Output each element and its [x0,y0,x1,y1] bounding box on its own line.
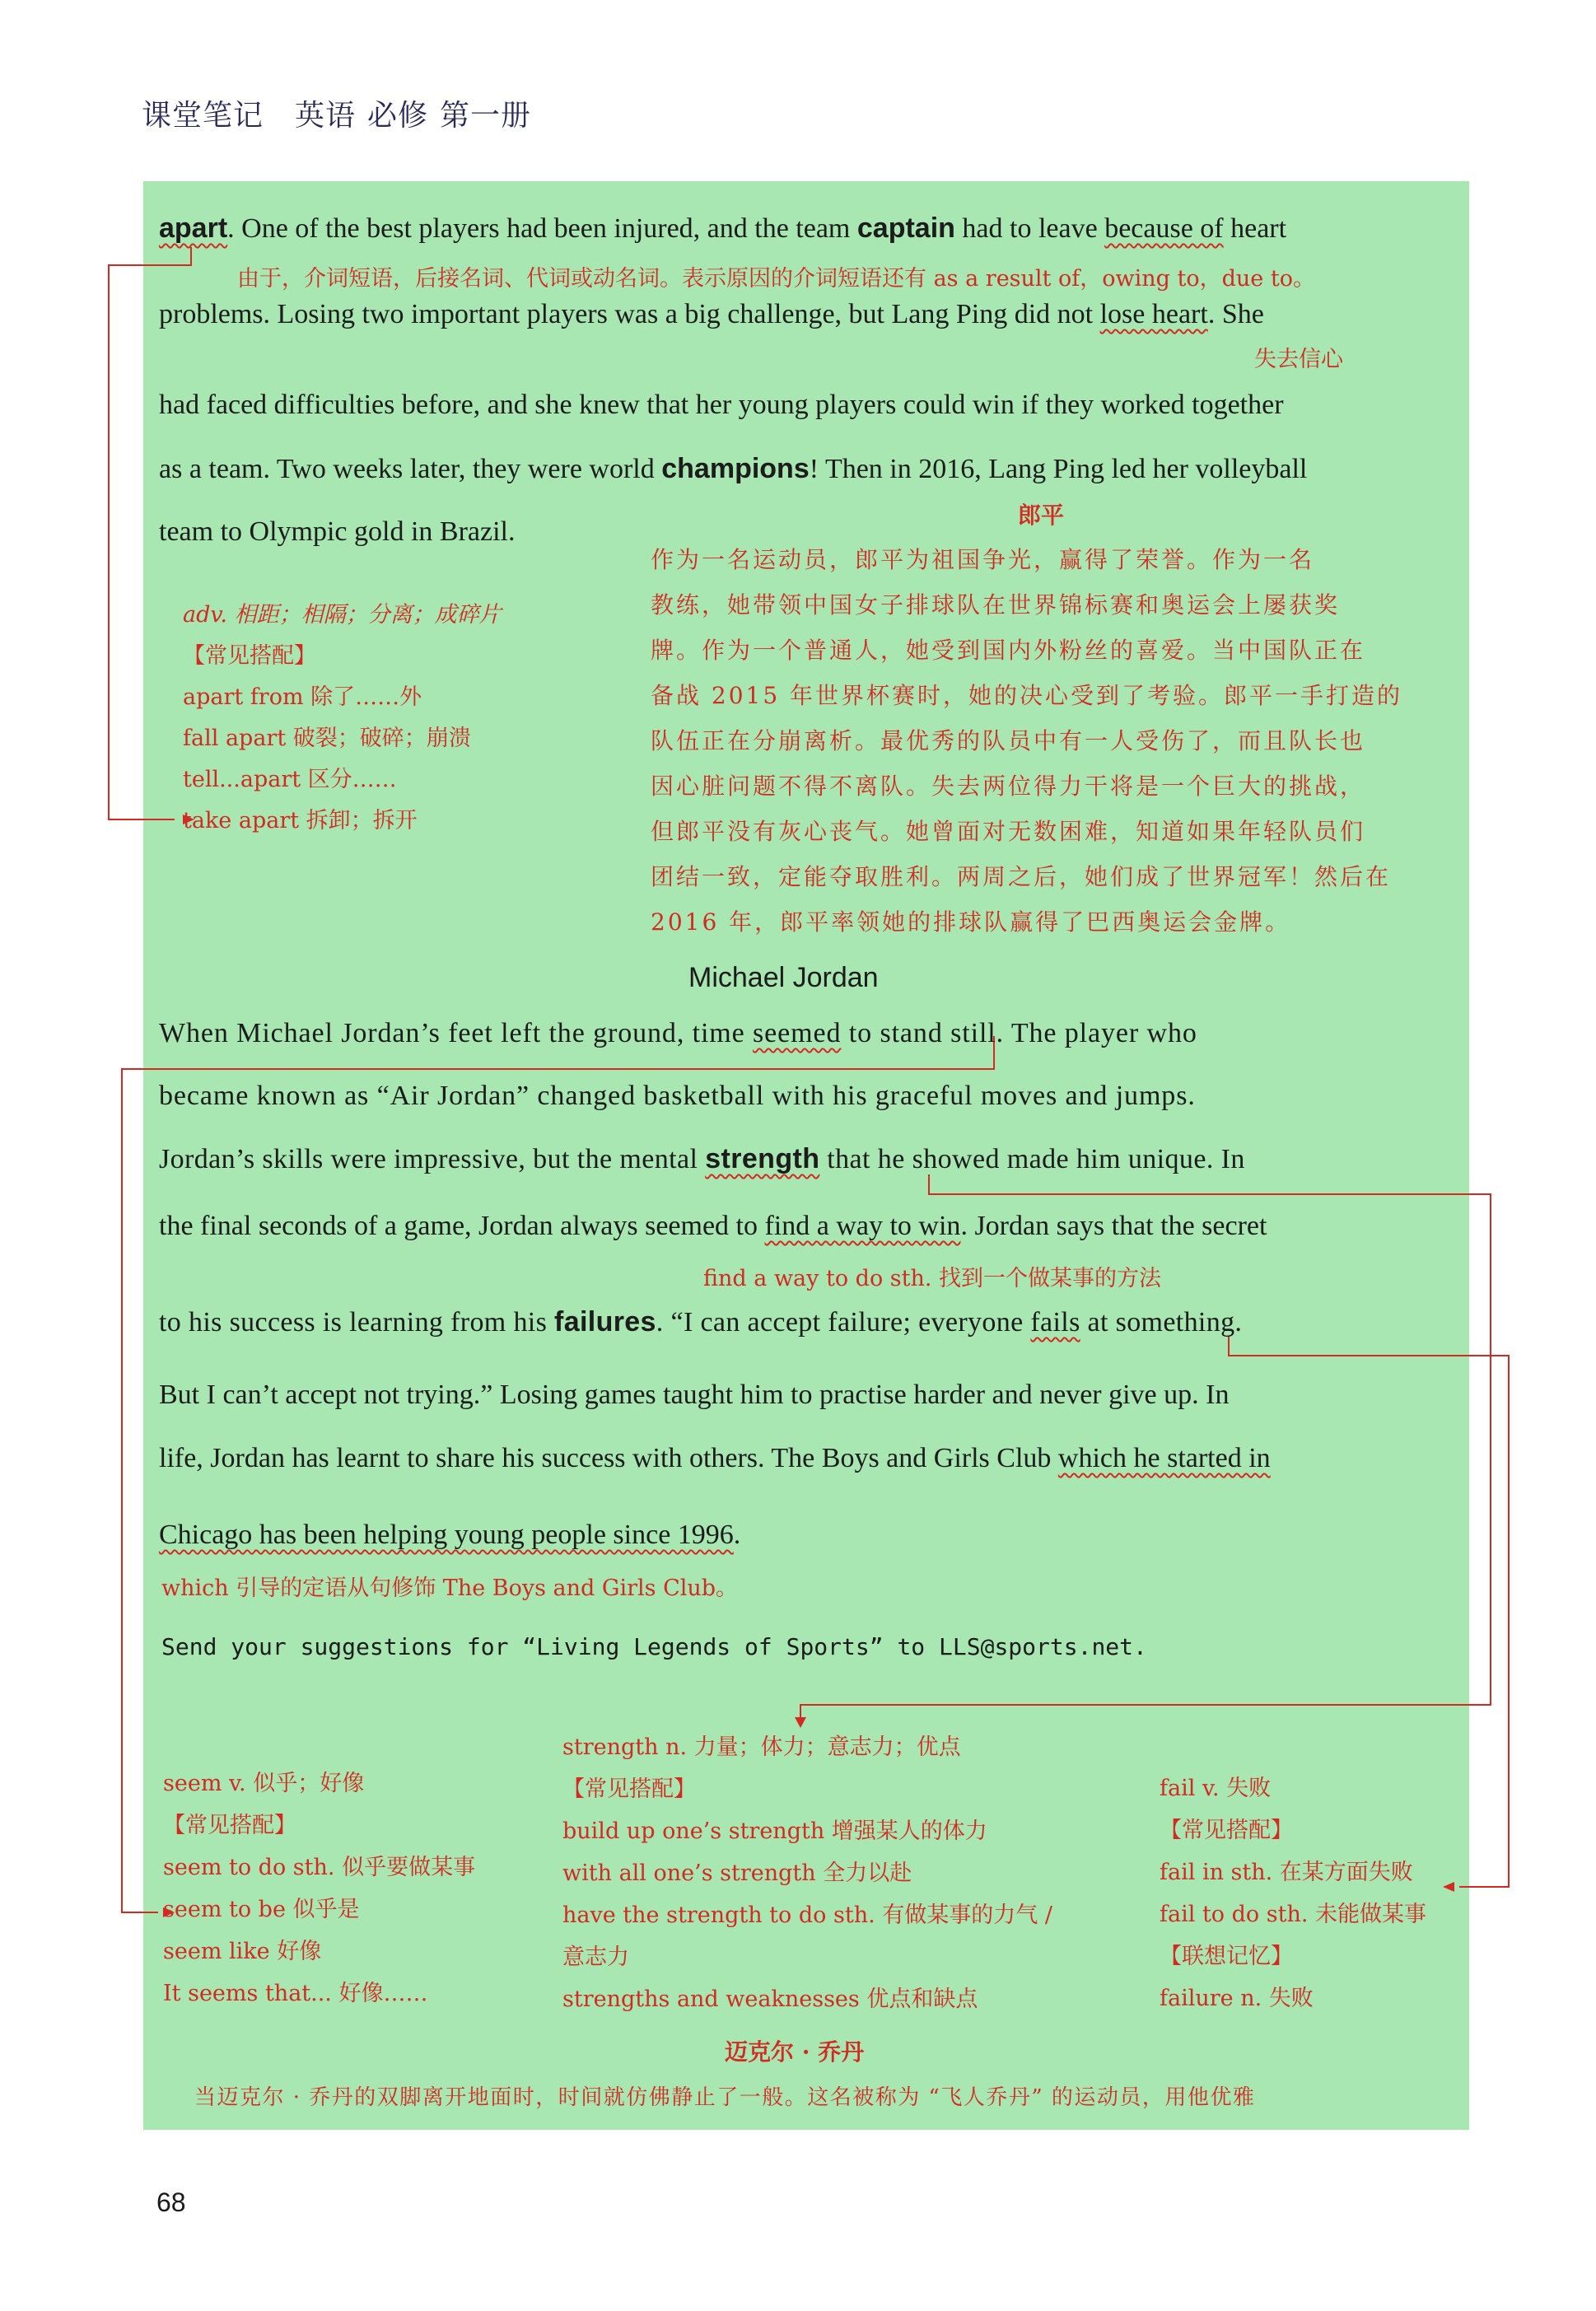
jordan-line7 [159,1443,1271,1474]
word-champions: champions [661,453,810,484]
translation-line: 2016 年，郎平率领她的排球队赢得了巴西奥运会金牌。 [651,908,1291,936]
text: . One of the best players had been injured, and the team [227,213,857,244]
note-lose-heart: 失去信心 [1254,347,1343,372]
strength-note [562,1726,1052,2020]
para1-line5: team to Olympic gold in Brazil. [159,516,516,547]
phrase-lose-heart: lose heart [1099,299,1208,329]
strength-item: with all one’s strength 全力以赴 [562,1860,912,1886]
text: . She [1207,299,1264,329]
text: . [733,1520,741,1550]
translation-line: 教练，她带领中国女子排球队在世界锦标赛和奥运会上屡获奖 [651,591,1341,619]
apart-note [183,595,502,842]
header-subject: 英语 [295,99,357,133]
fail-item: fail in sth. 在某方面失败 [1160,1860,1413,1885]
text: the final seconds of a game, Jordan always seemed to [159,1211,765,1241]
langping-title: 郎平 [1018,502,1065,529]
text: . “I can accept failure; everyone [656,1307,1031,1338]
strength-item: 意志力 [562,1945,629,1970]
translation-line: 备战 2015 年世界杯赛时，她的决心受到了考验。郎平一手打造的 [651,682,1403,709]
text: that he showed made him unique. In [819,1144,1245,1174]
apart-item: apart from 除了……外 [183,684,422,710]
word-fails: fails [1030,1307,1080,1338]
jordan-line2: became known as “Air Jordan” changed basketball with his graceful moves and jumps. [159,1081,1196,1111]
apart-item: tell...apart 区分…… [183,767,397,792]
translation-line: 因心脏问题不得不离队。失去两位得力干将是一个巨大的挑战， [651,773,1366,800]
para1-line2 [159,299,1264,330]
word-strength: strength [705,1143,820,1174]
jordan-line5 [159,1306,1242,1338]
word-seemed: seemed [753,1018,842,1048]
page-number: 68 [156,2187,186,2217]
jordan-line4 [159,1211,1267,1242]
apart-heading: 【常见搭配】 [183,643,316,669]
header-book: 课堂笔记 [142,99,264,133]
text: to his success is learning from his [159,1307,555,1338]
phrase-find-a-way: find a way to win [764,1211,961,1241]
header-part: 第一册 [440,99,532,133]
translation-line: 团结一致，定能夺取胜利。两周之后，她们成了世界冠军！然后在 [651,863,1392,890]
clause-which: which he started in [1057,1443,1271,1473]
text: ! Then in 2016, Lang Ping led her volleyball [809,454,1308,484]
translation-line: 但郎平没有灰心丧气。她曾面对无数困难，知道如果年轻队员们 [651,818,1366,845]
seem-heading: 【常见搭配】 [163,1813,296,1838]
fail-heading: 【常见搭配】 [1160,1818,1293,1843]
text: as a team. Two weeks later, they were world [159,454,662,484]
text: . Jordan says that the secret [960,1211,1267,1241]
fail-related: failure n. 失败 [1160,1986,1314,2011]
apart-item: fall apart 破裂；破碎；崩溃 [183,726,471,751]
strength-item: strengths and weaknesses 优点和缺点 [562,1987,978,2012]
fail-item: fail to do sth. 未能做某事 [1160,1902,1427,1927]
text: at something. [1080,1307,1243,1338]
note-because-of: 由于，介词短语，后接名词、代词或动名词。表示原因的介词短语还有 as a result of，owing to，due to。 [237,266,1315,292]
phrase-because-of: because of [1104,213,1224,244]
translation-line: 牌。作为一个普通人，她受到国内外粉丝的喜爱。当中国队正在 [651,637,1366,664]
seem-item: seem to be 似乎是 [163,1897,360,1922]
fail-note [1160,1767,1426,2019]
fail-heading-related: 【联想记忆】 [1160,1944,1293,1969]
suggestion-line: Send your suggestions for “Living Legends of Sports” to LLS@sports.net. [161,1633,1147,1660]
jordan-line1 [159,1018,1197,1049]
jordan-translation-line: 当迈克尔 · 乔丹的双脚离开地面时，时间就仿佛静止了一般。这名被称为 “飞人乔丹” 的运动员，用他优雅 [194,2085,1256,2110]
para1-line4 [159,453,1307,485]
seem-item: seem like 好像 [163,1939,322,1964]
text: heart [1223,213,1287,244]
text: had to leave [954,213,1105,244]
seem-note [163,1762,475,2015]
arrow-head-fail [1443,1882,1454,1892]
jordan-line3 [159,1143,1245,1175]
jordan-line8 [159,1520,740,1551]
header-volume: 必修 [367,99,429,133]
apart-item: take apart 拆卸；拆开 [183,808,418,833]
strength-item: have the strength to do sth. 有做某事的力气 / [562,1902,1052,1928]
translation-line: 队伍正在分崩离析。最优秀的队员中有一人受伤了，而且队长也 [651,727,1366,754]
translation-line: 作为一名运动员，郎平为祖国争光，赢得了荣誉。作为一名 [651,546,1315,573]
note-find-a-way: find a way to do sth. 找到一个做某事的方法 [703,1266,1162,1291]
jordan-translation-title: 迈克尔 · 乔丹 [725,2038,865,2066]
text: problems. Losing two important players was a big challenge, but Lang Ping did not [159,299,1100,329]
note-which-clause: which 引导的定语从句修饰 The Boys and Girls Club。 [161,1576,739,1601]
seem-pos: seem v. 似乎；好像 [163,1771,365,1796]
strength-pos: strength n. 力量；体力；意志力；优点 [562,1734,961,1760]
word-captain: captain [856,212,955,244]
word-apart: apart [159,212,228,244]
text: life, Jordan has learnt to share his success with others. The Boys and Girls Club [159,1443,1058,1473]
strength-item: build up one’s strength 增强某人的体力 [562,1818,987,1844]
text: to stand still. The player who [841,1018,1197,1048]
strength-heading: 【常见搭配】 [562,1776,696,1802]
text: Jordan’s skills were impressive, but the mental [159,1144,706,1174]
seem-item: It seems that... 好像…… [163,1981,428,2006]
seem-item: seem to do sth. 似乎要做某事 [163,1855,476,1880]
para1-line3: had faced difficulties before, and she knew that her young players could win if they worked together [159,390,1284,420]
para1-line1 [159,212,1286,245]
text: When Michael Jordan’s feet left the ground, time [159,1018,754,1048]
jordan-line6: But I can’t accept not trying.” Losing games taught him to practise harder and never give up. In [159,1380,1230,1410]
jordan-title: Michael Jordan [688,962,879,993]
langping-translation [651,537,1402,945]
fail-pos: fail v. 失败 [1160,1776,1272,1801]
word-failures: failures [554,1306,656,1338]
clause-which-cont: Chicago has been helping young people since 1996 [159,1520,734,1550]
apart-pos: adv. 相距；相隔；分离；成碎片 [183,602,502,628]
